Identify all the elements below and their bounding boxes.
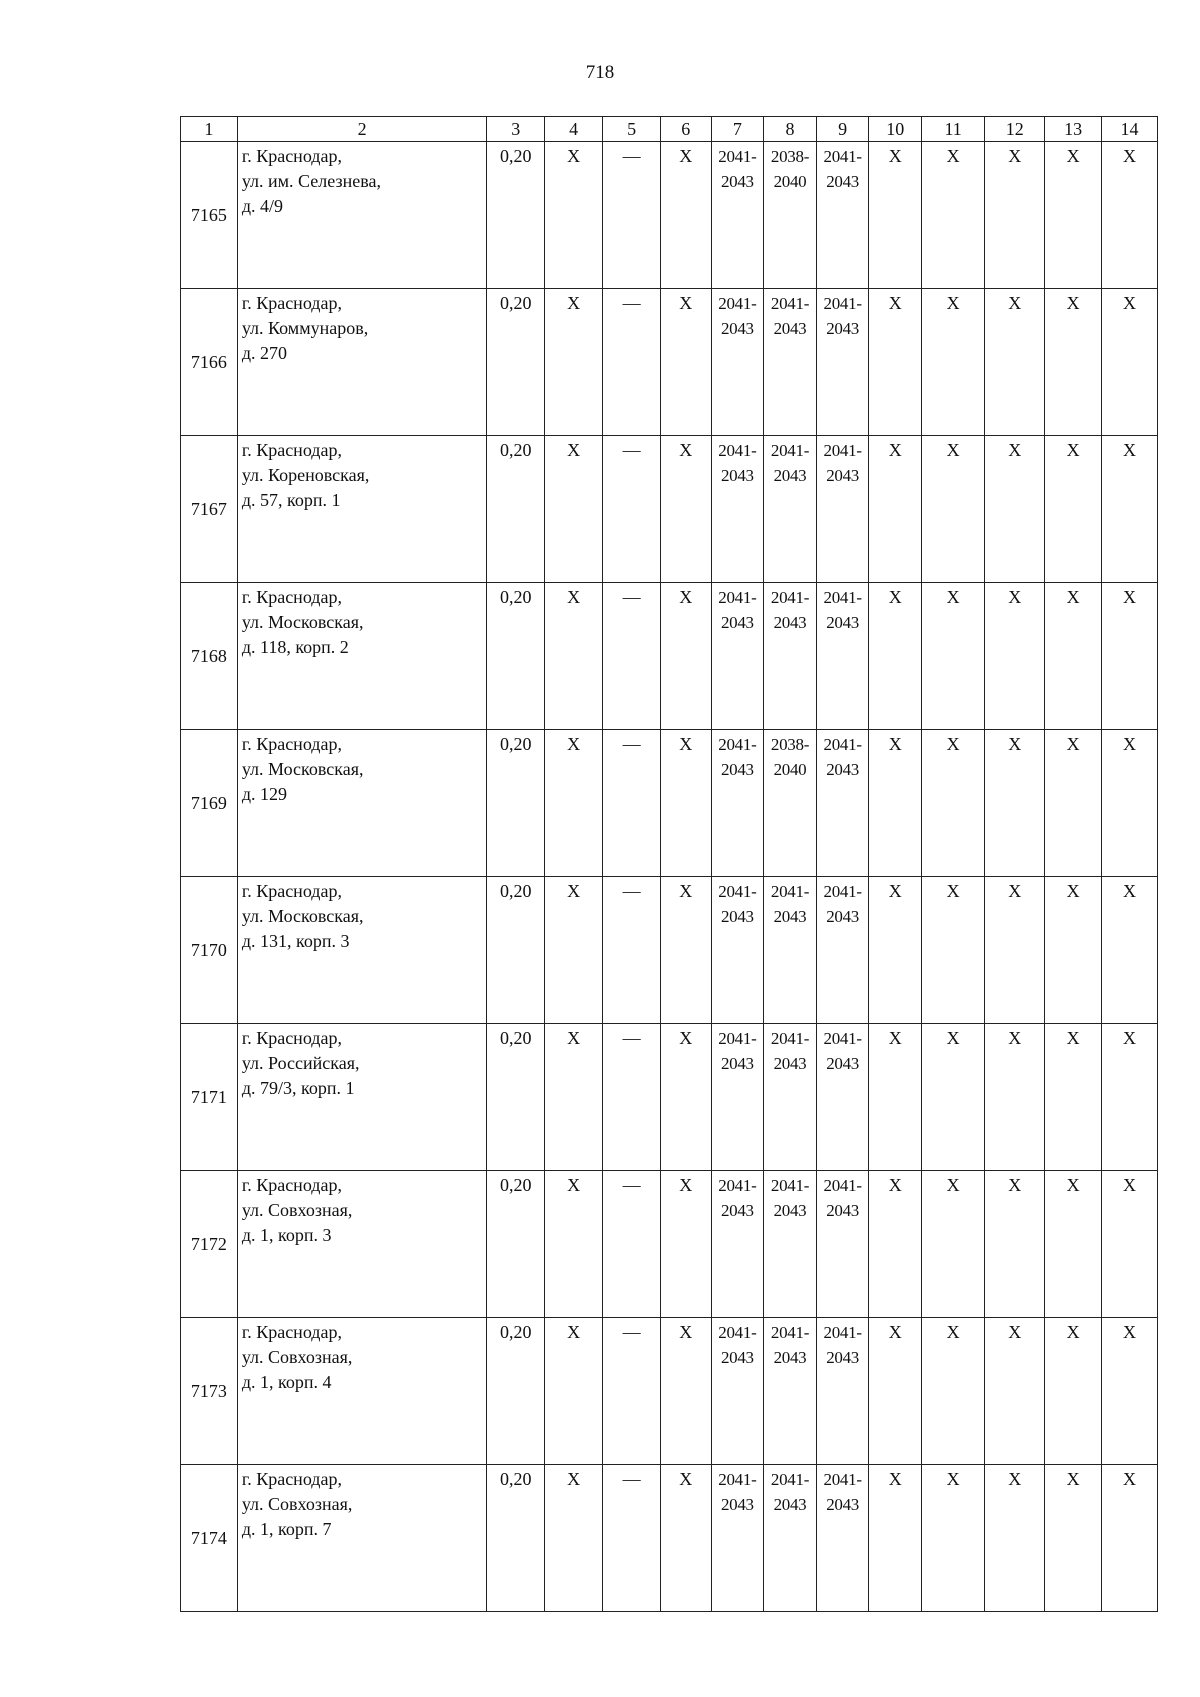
value-cell: X (922, 583, 985, 730)
value-cell: X (545, 1171, 603, 1318)
value-cell: X (985, 583, 1045, 730)
row-number: 7165 (181, 142, 238, 289)
table-row (181, 1465, 1158, 1612)
address-line: ул. Российская, (241, 1053, 360, 1073)
value-cell: 0,20 (487, 1318, 545, 1465)
year-range-cell: 2041- 2043 (711, 730, 764, 877)
value-cell: X (1102, 142, 1158, 289)
value-cell: 0,20 (487, 1024, 545, 1171)
value-cell: — (603, 289, 661, 436)
value-cell: X (922, 436, 985, 583)
value-cell: — (603, 1318, 661, 1465)
value-cell: X (661, 1171, 712, 1318)
column-header: 13 (1045, 117, 1102, 142)
value-cell: 0,20 (487, 730, 545, 877)
value-cell: — (603, 583, 661, 730)
value-cell: X (922, 877, 985, 1024)
table-row (181, 436, 1158, 583)
row-number: 7167 (181, 436, 238, 583)
year-range-cell: 2041- 2043 (711, 583, 764, 730)
value-cell: 0,20 (487, 1465, 545, 1612)
address-line: д. 1, корп. 7 (241, 1519, 332, 1539)
address-line: ул. Совхозная, (241, 1494, 353, 1514)
address-line: д. 4/9 (241, 196, 284, 216)
address-line: д. 131, корп. 3 (241, 931, 350, 951)
value-cell: X (661, 877, 712, 1024)
address-line: г. Краснодар, (241, 293, 342, 313)
address-line: д. 129 (241, 784, 288, 804)
address-line: г. Краснодар, (241, 881, 342, 901)
table-row (181, 289, 1158, 436)
year-range-cell: 2041- 2043 (711, 1024, 764, 1171)
column-header: 1 (181, 117, 238, 142)
table-row (181, 142, 1158, 289)
value-cell: X (1102, 877, 1158, 1024)
year-range-cell: 2041- 2043 (711, 1465, 764, 1612)
address-line: ул. Московская, (241, 612, 364, 632)
row-number: 7166 (181, 289, 238, 436)
year-range-cell: 2041- 2043 (816, 1024, 869, 1171)
value-cell: X (922, 730, 985, 877)
value-cell: X (869, 1171, 922, 1318)
value-cell: X (869, 289, 922, 436)
row-number: 7170 (181, 877, 238, 1024)
address-line: д. 1, корп. 3 (241, 1225, 332, 1245)
value-cell: X (985, 1171, 1045, 1318)
register-table (180, 116, 1158, 1612)
value-cell: X (1045, 1171, 1102, 1318)
address-cell (237, 1171, 487, 1318)
column-header: 9 (816, 117, 869, 142)
value-cell: X (869, 436, 922, 583)
column-header: 4 (545, 117, 603, 142)
value-cell: X (985, 730, 1045, 877)
value-cell: X (922, 1318, 985, 1465)
address-cell (237, 1465, 487, 1612)
year-range-cell: 2038- 2040 (764, 142, 817, 289)
column-header: 5 (603, 117, 661, 142)
value-cell: X (661, 1024, 712, 1171)
address-line: д. 79/3, корп. 1 (241, 1078, 355, 1098)
column-header: 12 (985, 117, 1045, 142)
year-range-cell: 2038- 2040 (764, 730, 817, 877)
address-cell (237, 1318, 487, 1465)
year-range-cell: 2041- 2043 (711, 142, 764, 289)
address-line: г. Краснодар, (241, 1175, 342, 1195)
value-cell: X (545, 1465, 603, 1612)
value-cell: — (603, 436, 661, 583)
year-range-cell: 2041- 2043 (764, 436, 817, 583)
value-cell: X (1102, 1318, 1158, 1465)
value-cell: X (1045, 583, 1102, 730)
year-range-cell: 2041- 2043 (764, 877, 817, 1024)
address-line: д. 118, корп. 2 (241, 637, 349, 657)
year-range-cell: 2041- 2043 (816, 289, 869, 436)
value-cell: X (661, 436, 712, 583)
value-cell: X (922, 1465, 985, 1612)
address-line: г. Краснодар, (241, 440, 342, 460)
value-cell: — (603, 877, 661, 1024)
address-line: г. Краснодар, (241, 146, 342, 166)
value-cell: X (545, 877, 603, 1024)
address-line: ул. Московская, (241, 759, 364, 779)
value-cell: X (985, 436, 1045, 583)
value-cell: X (1045, 1318, 1102, 1465)
value-cell: X (985, 1024, 1045, 1171)
year-range-cell: 2041- 2043 (764, 1318, 817, 1465)
year-range-cell: 2041- 2043 (816, 436, 869, 583)
address-line: г. Краснодар, (241, 1322, 342, 1342)
year-range-cell: 2041- 2043 (764, 1024, 817, 1171)
address-cell (237, 730, 487, 877)
value-cell: X (869, 583, 922, 730)
row-number: 7172 (181, 1171, 238, 1318)
value-cell: X (1102, 1465, 1158, 1612)
year-range-cell: 2041- 2043 (711, 1171, 764, 1318)
table-row (181, 1318, 1158, 1465)
column-header: 11 (922, 117, 985, 142)
value-cell: X (545, 289, 603, 436)
value-cell: X (661, 142, 712, 289)
address-cell (237, 289, 487, 436)
value-cell: X (985, 1465, 1045, 1612)
value-cell: X (1045, 436, 1102, 583)
value-cell: X (869, 1465, 922, 1612)
value-cell: X (661, 1318, 712, 1465)
year-range-cell: 2041- 2043 (764, 583, 817, 730)
table-row (181, 1171, 1158, 1318)
year-range-cell: 2041- 2043 (711, 436, 764, 583)
year-range-cell: 2041- 2043 (816, 142, 869, 289)
address-line: ул. Совхозная, (241, 1347, 353, 1367)
value-cell: X (1102, 1171, 1158, 1318)
address-line: ул. Кореновская, (241, 465, 370, 485)
value-cell: X (1045, 289, 1102, 436)
address-line: г. Краснодар, (241, 1469, 342, 1489)
row-number: 7173 (181, 1318, 238, 1465)
column-header: 8 (764, 117, 817, 142)
value-cell: X (922, 289, 985, 436)
value-cell: X (545, 730, 603, 877)
address-cell (237, 1024, 487, 1171)
value-cell: X (922, 142, 985, 289)
value-cell: X (1045, 730, 1102, 877)
address-cell (237, 583, 487, 730)
column-header: 6 (661, 117, 712, 142)
row-number: 7171 (181, 1024, 238, 1171)
row-number: 7168 (181, 583, 238, 730)
year-range-cell: 2041- 2043 (816, 1465, 869, 1612)
value-cell: X (985, 877, 1045, 1024)
year-range-cell: 2041- 2043 (816, 730, 869, 877)
value-cell: X (985, 289, 1045, 436)
address-line: ул. Коммунаров, (241, 318, 369, 338)
value-cell: X (869, 877, 922, 1024)
value-cell: — (603, 1171, 661, 1318)
value-cell: X (1045, 877, 1102, 1024)
table-row (181, 730, 1158, 877)
year-range-cell: 2041- 2043 (711, 877, 764, 1024)
address-line: г. Краснодар, (241, 1028, 342, 1048)
value-cell: X (1102, 583, 1158, 730)
address-line: г. Краснодар, (241, 734, 342, 754)
column-header: 2 (237, 117, 487, 142)
value-cell: X (922, 1024, 985, 1171)
value-cell: X (1102, 289, 1158, 436)
column-header: 14 (1102, 117, 1158, 142)
year-range-cell: 2041- 2043 (764, 1465, 817, 1612)
value-cell: X (661, 289, 712, 436)
value-cell: X (1045, 1024, 1102, 1171)
table-body (181, 142, 1158, 1612)
year-range-cell: 2041- 2043 (816, 1318, 869, 1465)
year-range-cell: 2041- 2043 (711, 1318, 764, 1465)
value-cell: X (985, 1318, 1045, 1465)
year-range-cell: 2041- 2043 (764, 289, 817, 436)
value-cell: X (1102, 436, 1158, 583)
address-cell (237, 877, 487, 1024)
column-header: 10 (869, 117, 922, 142)
value-cell: — (603, 142, 661, 289)
address-line: г. Краснодар, (241, 587, 342, 607)
value-cell: X (661, 583, 712, 730)
year-range-cell: 2041- 2043 (711, 289, 764, 436)
value-cell: — (603, 1465, 661, 1612)
value-cell: X (922, 1171, 985, 1318)
value-cell: 0,20 (487, 877, 545, 1024)
value-cell: X (1102, 730, 1158, 877)
table-row (181, 583, 1158, 730)
value-cell: X (985, 142, 1045, 289)
column-header: 7 (711, 117, 764, 142)
value-cell: X (869, 730, 922, 877)
value-cell: X (1045, 142, 1102, 289)
value-cell: X (545, 583, 603, 730)
value-cell: X (869, 142, 922, 289)
address-line: ул. Совхозная, (241, 1200, 353, 1220)
value-cell: X (545, 1024, 603, 1171)
row-number: 7169 (181, 730, 238, 877)
address-line: д. 57, корп. 1 (241, 490, 341, 510)
value-cell: X (545, 1318, 603, 1465)
row-number: 7174 (181, 1465, 238, 1612)
address-line: д. 270 (241, 343, 288, 363)
value-cell: 0,20 (487, 142, 545, 289)
value-cell: — (603, 730, 661, 877)
year-range-cell: 2041- 2043 (764, 1171, 817, 1318)
address-line: д. 1, корп. 4 (241, 1372, 332, 1392)
value-cell: X (869, 1318, 922, 1465)
value-cell: X (1045, 1465, 1102, 1612)
value-cell: 0,20 (487, 436, 545, 583)
value-cell: X (869, 1024, 922, 1171)
table-row (181, 1024, 1158, 1171)
address-cell (237, 142, 487, 289)
page-number: 718 (585, 62, 615, 83)
year-range-cell: 2041- 2043 (816, 1171, 869, 1318)
value-cell: X (661, 730, 712, 877)
value-cell: 0,20 (487, 1171, 545, 1318)
value-cell: — (603, 1024, 661, 1171)
address-cell (237, 436, 487, 583)
value-cell: 0,20 (487, 289, 545, 436)
value-cell: X (661, 1465, 712, 1612)
column-header: 3 (487, 117, 545, 142)
value-cell: X (545, 142, 603, 289)
header-row (181, 117, 1158, 142)
table-row (181, 877, 1158, 1024)
year-range-cell: 2041- 2043 (816, 877, 869, 1024)
address-line: ул. им. Селезнева, (241, 171, 381, 191)
value-cell: X (545, 436, 603, 583)
year-range-cell: 2041- 2043 (816, 583, 869, 730)
value-cell: 0,20 (487, 583, 545, 730)
address-line: ул. Московская, (241, 906, 364, 926)
value-cell: X (1102, 1024, 1158, 1171)
